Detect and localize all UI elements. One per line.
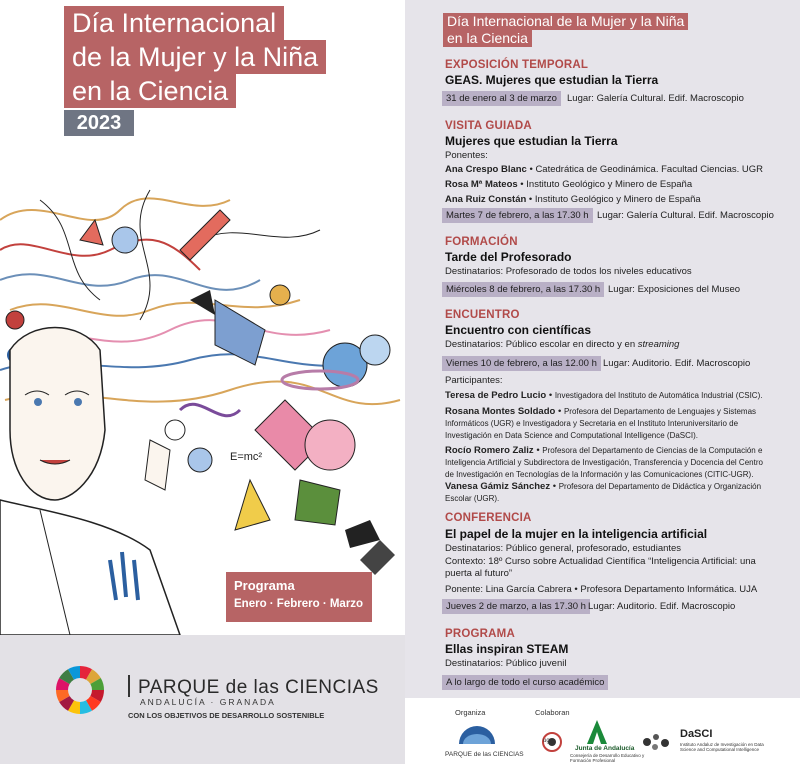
cover-title-line-2: de la Mujer y la Niña — [64, 40, 326, 74]
event-location: Lugar: Galería Cultural. Edif. Macroscopio — [567, 93, 744, 104]
event-location: Lugar: Galería Cultural. Edif. Macroscopio — [597, 210, 774, 221]
participant-row: Rosana Montes Soldado • Profesora del Departamento de Lenguajes y Sistemas Informáticos (UGR) e Investigadora y Secretaria en el Instituto Interuniversitario de Investigación en Data Science and Computational Intelligence (DaSCI). — [445, 406, 757, 440]
svg-text:E=mc²: E=mc² — [230, 451, 263, 463]
event-location: Lugar: Exposiciones del Museo — [608, 284, 741, 295]
brand-b: de las — [225, 677, 280, 698]
dasci-text: DaSCI — [680, 728, 713, 740]
speaker-row: Ana Ruiz Constán • Instituto Geológico y Minero de España — [445, 194, 701, 205]
audience: Destinatarios: Profesorado de todos los niveles educativos — [445, 266, 692, 277]
organiza-label: Organiza — [455, 708, 486, 717]
program-title-line-1: Día Internacional de la Mujer y la Niña — [443, 13, 688, 30]
illustration — [0, 180, 405, 635]
participant-row: Vanesa Gámiz Sánchez • Profesora del Departamento de Didáctica y Organización Escolar (UGR). — [445, 481, 762, 503]
section-label: FORMACIÓN — [445, 236, 518, 248]
cover-title-line-1: Día Internacional — [64, 6, 284, 40]
parque-tagline: CON LOS OBJETIVOS DE DESARROLLO SOSTENIBLE — [128, 711, 325, 720]
speakers-label: Ponentes: — [445, 150, 488, 161]
participants-label: Participantes: — [445, 375, 503, 386]
dasci-network-icon — [641, 732, 671, 752]
parque-small-logo-text: PARQUE de las CIENCIAS — [445, 751, 524, 758]
scientist-illustration — [0, 180, 405, 635]
section-label: VISITA GUIADA — [445, 120, 532, 132]
event-date: Martes 7 de febrero, a las 17.30 h — [442, 208, 593, 223]
brand-a: PARQUE — [138, 677, 220, 698]
section-label: CONFERENCIA — [445, 512, 532, 524]
parque-brand — [128, 675, 379, 699]
event-title: Encuentro con científicas — [445, 323, 592, 337]
junta-text: Junta de Andalucía — [575, 745, 635, 752]
event-location: Lugar: Auditorio. Edif. Macroscopio — [588, 601, 736, 612]
section-label: ENCUENTRO — [445, 309, 520, 321]
dasci-sub: Instituto Andaluz de Investigación en Data Science and Computational Intelligence — [680, 742, 764, 752]
event-title: Ellas inspiran STEAM — [445, 642, 569, 656]
program-months: Enero · Febrero · Marzo — [234, 598, 364, 610]
program-badge — [226, 572, 372, 622]
event-location: Lugar: Auditorio. Edif. Macroscopio — [603, 358, 751, 369]
event-date: Miércoles 8 de febrero, a las 17.30 h — [442, 282, 604, 297]
event-date: 31 de enero al 3 de marzo — [442, 91, 561, 106]
cover-footer — [0, 635, 405, 764]
event-title: GEAS. Mujeres que estudian la Tierra — [445, 73, 659, 87]
event-title: El papel de la mujer en la inteligencia artificial — [445, 527, 708, 541]
speaker-row: Rosa Mª Mateos • Instituto Geológico y Minero de España — [445, 179, 693, 190]
colaboran-label: Colaboran — [535, 708, 570, 717]
event-title: Tarde del Profesorado — [445, 250, 572, 264]
event-date: A lo largo de todo el curso académico — [442, 675, 608, 690]
parque-region: ANDALUCÍA · GRANADA — [140, 697, 276, 707]
audience: Destinatarios: Público escolar en directo y en streaming — [445, 339, 680, 350]
program-panel — [405, 0, 800, 698]
parque-dome-icon — [457, 722, 497, 746]
participant-row: Teresa de Pedro Lucio • Investigadora del Instituto de Automática Industrial (CSIC). — [445, 390, 763, 401]
audience: Destinatarios: Público juvenil — [445, 658, 567, 669]
year-badge: 2023 — [64, 110, 134, 136]
speaker-row: Ponente: Lina García Cabrera • Profesora Departamento Informática. UJA — [445, 584, 758, 595]
speaker-row: Ana Crespo Blanc • Catedrática de Geodinámica. Facultad Ciencias. UGR — [445, 164, 764, 175]
section-label: PROGRAMA — [445, 628, 515, 640]
cover-title-line-3: en la Ciencia — [64, 74, 236, 108]
program-title-line-2: en la Ciencia — [443, 30, 532, 47]
event-date: Viernes 10 de febrero, a las 12.00 h — [442, 356, 601, 371]
sdg-wheel-icon — [55, 665, 105, 715]
program-label: Programa — [234, 578, 295, 593]
section-label: EXPOSICIÓN TEMPORAL — [445, 59, 589, 71]
participant-row: Rocío Romero Zaliz • Profesora del Departamento de Ciencias de la Computación e Inteligencia Artificial y Subdirectora de Investigación, Transferencia y Docencia del Centro de Investigación en Tecnologías de la Información y las Comunicaciones (CITIC-UGR). — [445, 445, 763, 479]
event-title: Mujeres que estudian la Tierra — [445, 134, 618, 148]
context: Contexto: 18º Curso sobre Actualidad Científica “Inteligencia Artificial: una puerta al futuro” — [445, 556, 756, 579]
brand-c: CIENCIAS — [285, 677, 379, 698]
audience: Destinatarios: Público general, profesorado, estudiantes — [445, 543, 682, 554]
junta-andalucia-icon — [587, 720, 607, 744]
event-date: Jueves 2 de marzo, a las 17.30 h — [442, 599, 590, 614]
junta-sub: Consejería de Desarrollo Educativo y Formación Profesional — [570, 753, 645, 763]
ugr-text: ugr — [543, 738, 552, 744]
sponsors-footer — [405, 698, 800, 764]
